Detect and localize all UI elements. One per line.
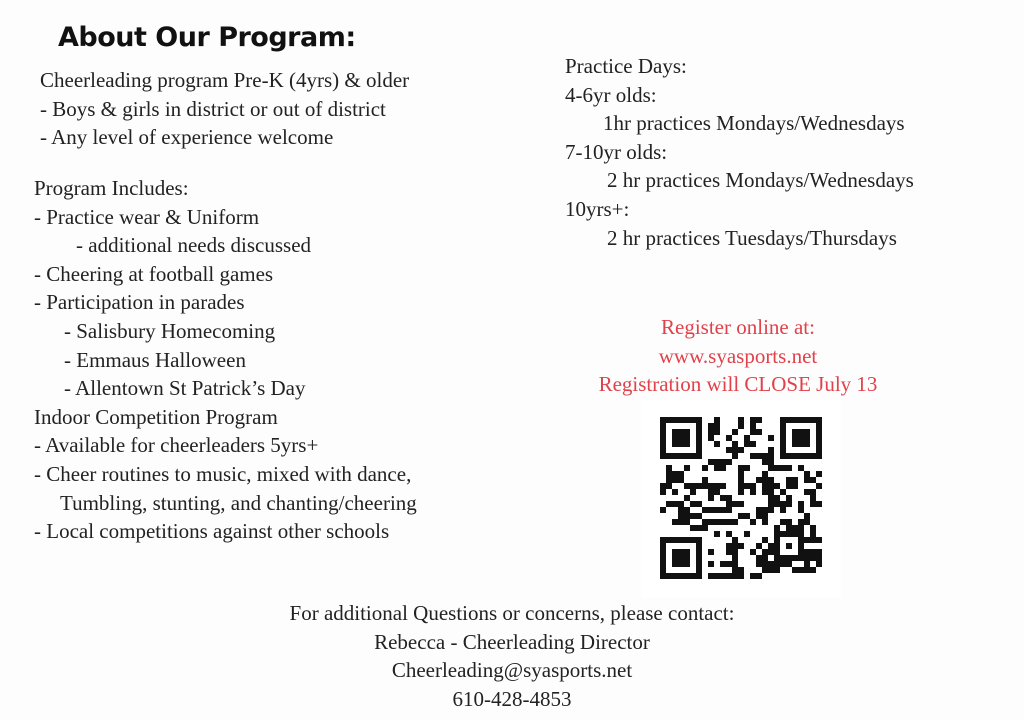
contact-name: Rebecca - Cheerleading Director [374, 629, 650, 654]
registration-notice [500, 313, 976, 399]
includes-item: - Practice wear & Uniform [34, 204, 260, 229]
contact-section [0, 599, 1024, 713]
competition-item: - Available for cheerleaders 5yrs+ [34, 433, 319, 458]
intro-line: - Boys & girls in district or out of district [40, 96, 386, 121]
competition-item: - Cheer routines to music, mixed with dance, [34, 461, 412, 486]
includes-item: - Participation in parades [34, 290, 245, 315]
contact-phone: 610-428-4853 [452, 686, 572, 711]
qr-code[interactable] [641, 400, 841, 597]
practice-days-section [565, 52, 914, 252]
practice-schedule: 2 hr practices Mondays/Wednesdays [607, 168, 914, 193]
competition-heading: Indoor Competition Program [34, 404, 278, 429]
contact-intro: For additional Questions or concerns, please contact: [289, 601, 735, 625]
practice-schedule: 1hr practices Mondays/Wednesdays [603, 111, 905, 136]
practice-age: 4-6yr olds: [565, 82, 657, 107]
includes-subitem: - additional needs discussed [76, 233, 312, 258]
contact-email-link[interactable]: Cheerleading@syasports.net [391, 658, 633, 683]
practice-schedule: 2 hr practices Tuesdays/Thursdays [607, 225, 897, 250]
program-includes-section [34, 174, 417, 546]
intro-line: Cheerleading program Pre-K (4yrs) & older [40, 68, 410, 92]
registration-close-notice: Registration will CLOSE July 13 [598, 372, 878, 396]
qr-code-icon [660, 417, 822, 579]
parade-item: - Allentown St Patrick’s Day [64, 376, 306, 401]
parade-item: - Emmaus Halloween [64, 347, 246, 372]
register-url-link[interactable]: www.syasports.net [658, 343, 818, 368]
intro-section [40, 66, 409, 152]
intro-line: - Any level of experience welcome [40, 125, 334, 150]
register-label: Register online at: [661, 315, 815, 339]
practice-age: 7-10yr olds: [565, 139, 668, 164]
competition-item: - Local competitions against other schools [34, 519, 390, 544]
includes-heading: Program Includes: [34, 176, 189, 200]
practice-age: 10yrs+: [565, 196, 630, 221]
competition-item-continued: Tumbling, stunting, and chanting/cheering [60, 490, 417, 515]
practice-heading: Practice Days: [565, 54, 687, 78]
page-title: About Our Program: [58, 22, 356, 53]
includes-item: - Cheering at football games [34, 261, 274, 286]
parade-item: - Salisbury Homecoming [64, 318, 276, 343]
